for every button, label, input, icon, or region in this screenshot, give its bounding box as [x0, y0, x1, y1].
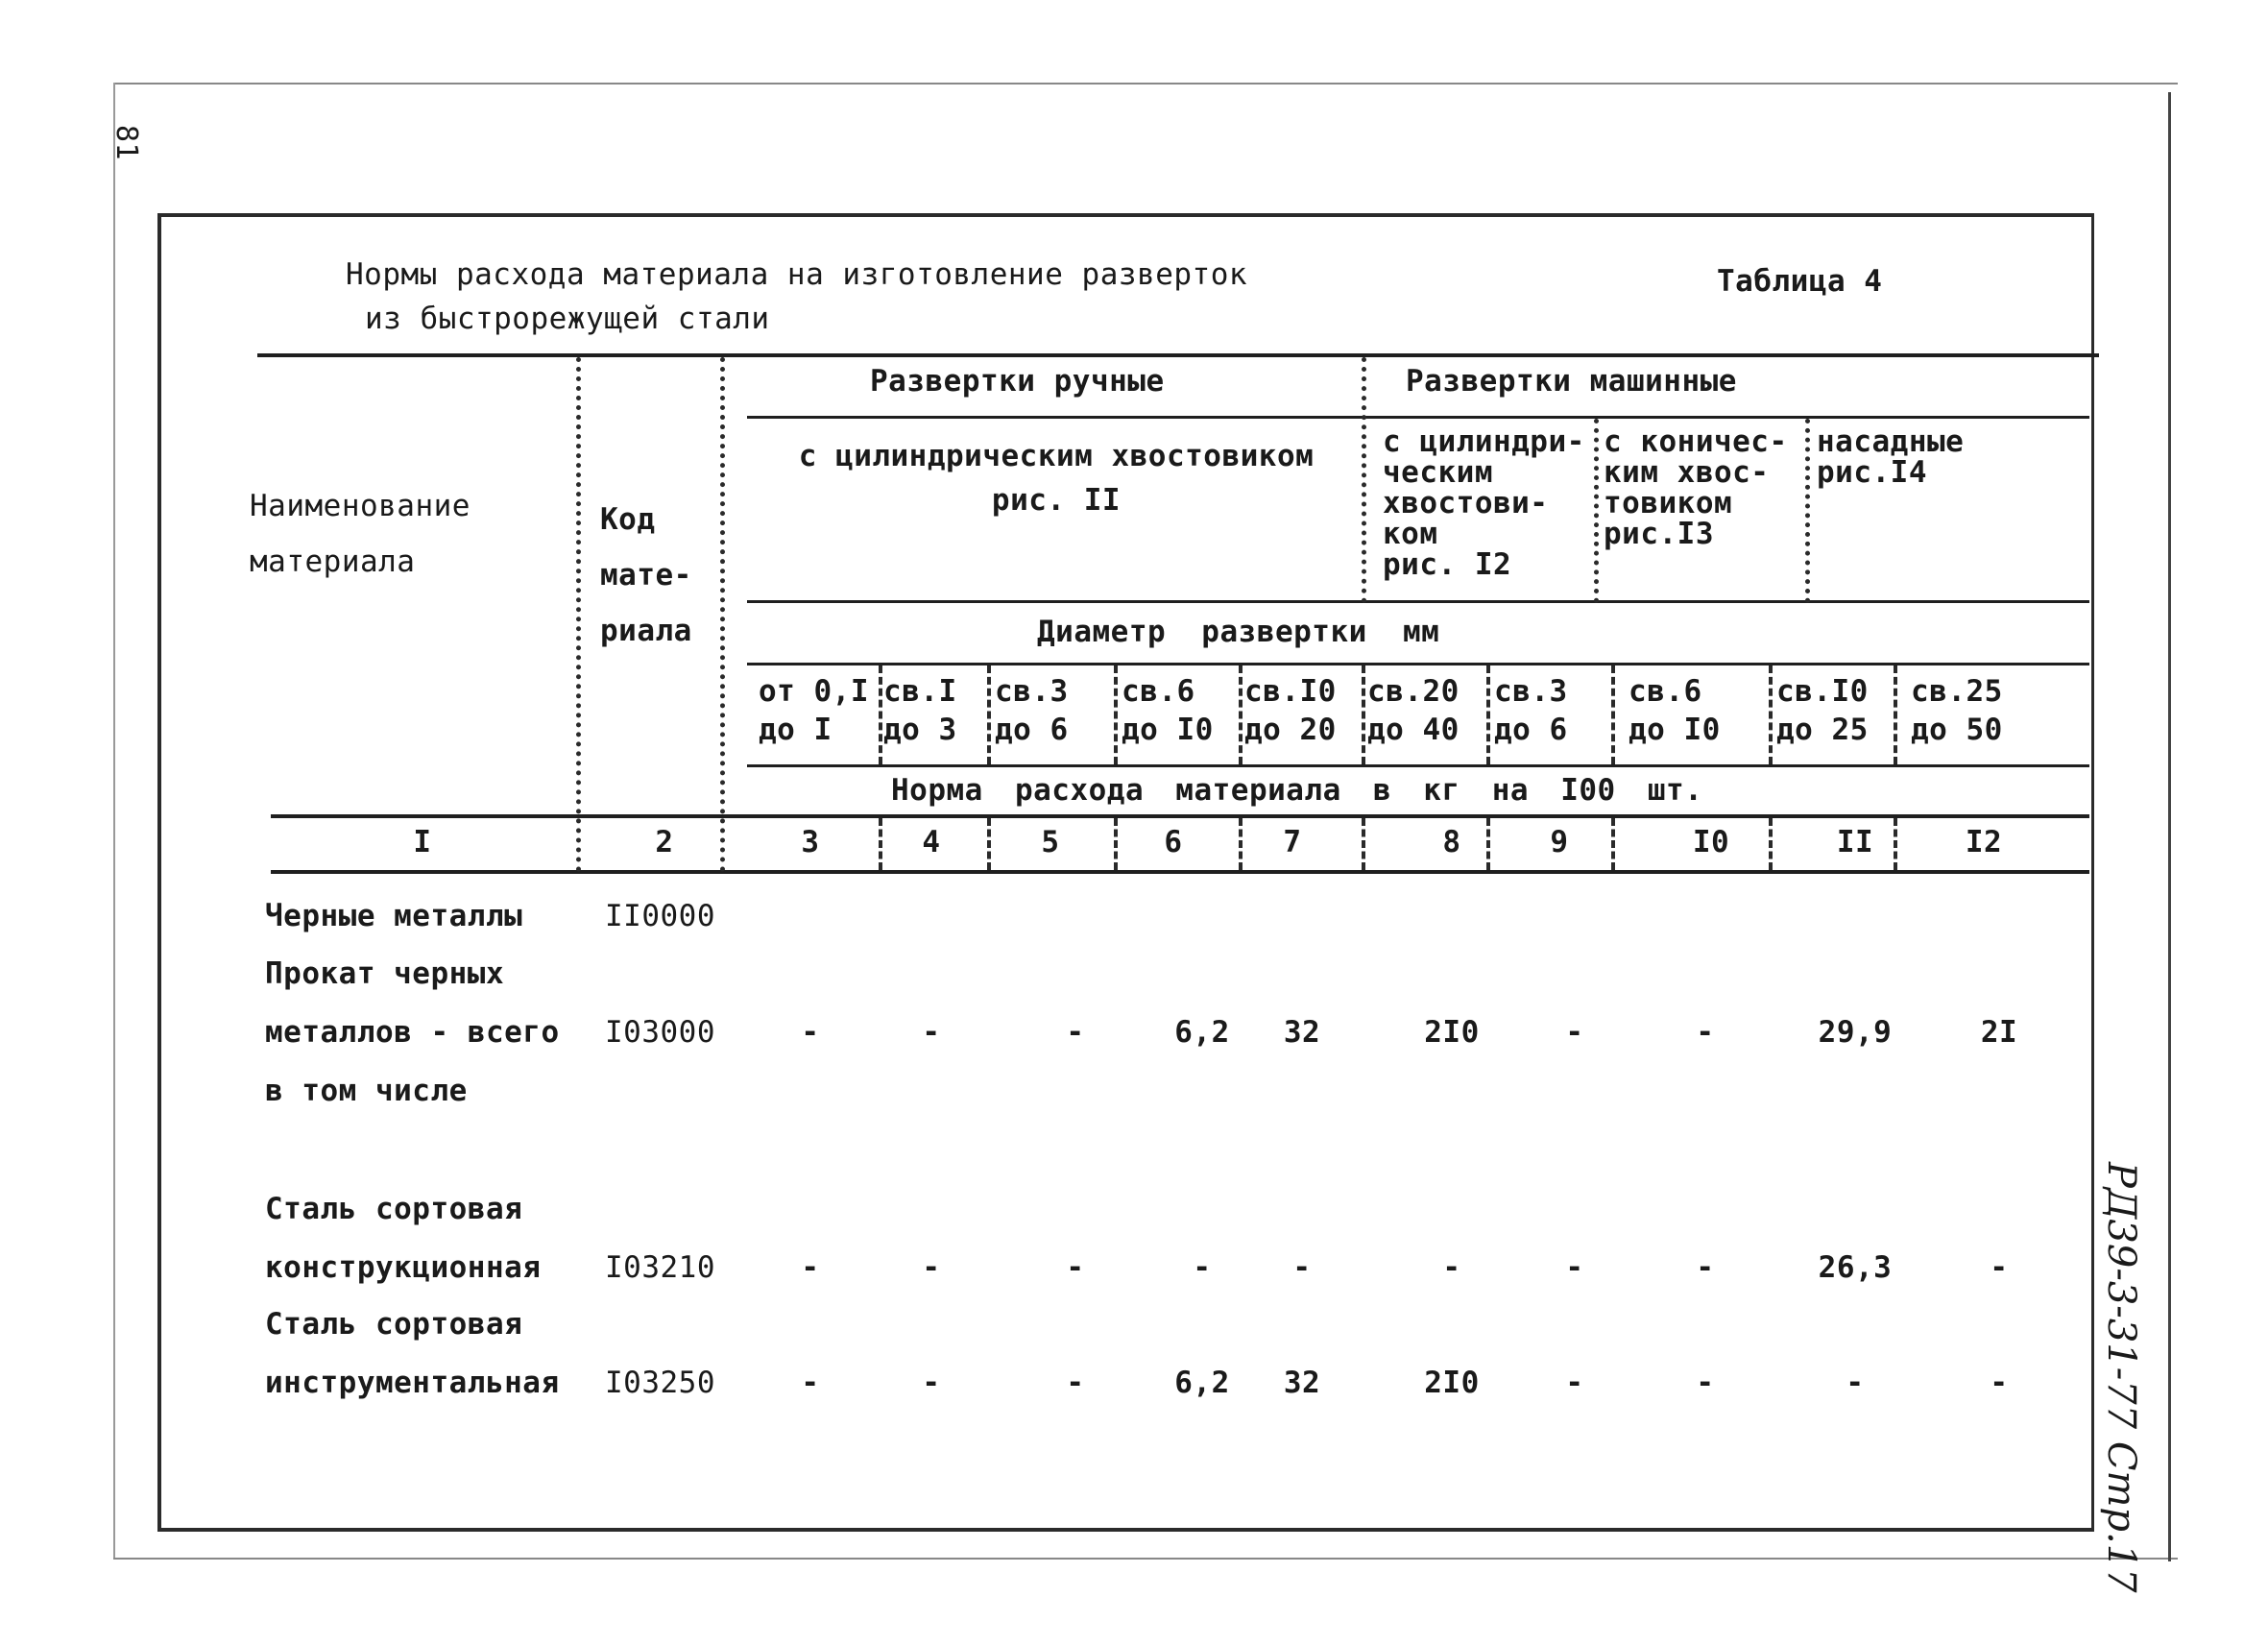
column-number: 9	[1550, 825, 1569, 859]
column-number: 8	[1442, 825, 1461, 859]
row-value: -	[1696, 1366, 1715, 1400]
row-name-line: инструментальная	[265, 1366, 560, 1400]
row-name-line: Сталь сортовая	[265, 1192, 523, 1226]
diameter-range	[1494, 672, 1568, 749]
sep-range-1	[879, 665, 882, 764]
row-value: -	[922, 1015, 941, 1050]
sep-colnum-5	[1114, 818, 1118, 870]
column-number: 2	[655, 825, 674, 859]
diameter-range	[1776, 672, 1869, 749]
header-bottom-rule	[271, 814, 2089, 818]
sep-colnum-4	[987, 818, 991, 870]
sep-range-4	[1239, 665, 1243, 764]
sep-name-code	[576, 357, 581, 872]
row-value: -	[1696, 1250, 1715, 1285]
row-value: -	[1565, 1366, 1584, 1400]
sep-colnum-9	[1611, 818, 1615, 870]
row-value: 29,9	[1818, 1015, 1893, 1050]
row-name-line: металлов - всего	[265, 1015, 560, 1050]
sep-colnum-7	[1362, 818, 1365, 870]
machine-sub3-line: насадные	[1817, 424, 1965, 459]
sep-colnum-10	[1769, 818, 1773, 870]
column-number: 7	[1283, 825, 1302, 859]
sep-machine-sub2	[1805, 419, 1810, 603]
row-value: -	[1193, 1250, 1212, 1285]
row-value: -	[1292, 1250, 1312, 1285]
row-value: -	[1066, 1015, 1085, 1050]
diameter-range-line: св.I0	[1244, 674, 1337, 709]
machine-sub2-line: ким хвос-	[1604, 455, 1770, 490]
sep-hand-machine	[1362, 357, 1366, 603]
row-value: -	[1066, 1250, 1085, 1285]
diameter-range-line: св.6	[1629, 674, 1702, 709]
diameter-range-line: до I0	[1122, 713, 1214, 747]
sep-range-9	[1894, 665, 1897, 764]
row-name-line: Черные металлы	[265, 899, 523, 933]
diameter-range	[1244, 672, 1337, 749]
machine-sub2-line: товиком	[1604, 486, 1733, 520]
header-machine-sub2	[1604, 426, 1788, 549]
row-value: 32	[1283, 1366, 1321, 1400]
table-title-line2: из быстрорежущей стали	[365, 302, 770, 336]
column-number: I0	[1692, 825, 1730, 859]
diameter-range-line: до 6	[995, 713, 1069, 747]
machine-sub1-line: рис. I2	[1383, 547, 1512, 582]
sep-range-3	[1114, 665, 1118, 764]
diameter-range	[1911, 672, 2003, 749]
column-number: 6	[1164, 825, 1183, 859]
diameter-range	[1122, 672, 1214, 749]
row-value: 6,2	[1174, 1015, 1230, 1050]
group-rule	[747, 416, 2089, 419]
row-value: 2I	[1980, 1015, 2018, 1050]
table-label: Таблица 4	[1717, 264, 1883, 299]
row-value: 32	[1283, 1015, 1321, 1050]
machine-sub1-line: ческим	[1383, 455, 1493, 490]
diameter-range-line: св.I0	[1776, 674, 1869, 709]
sep-range-5	[1362, 665, 1365, 764]
scan-bottom-edge	[113, 1558, 2178, 1560]
header-norm: Норма расхода материала в кг на I00 шт.	[891, 773, 1703, 808]
row-value: -	[1066, 1366, 1085, 1400]
row-code: II0000	[605, 899, 715, 933]
machine-sub1-line: с цилиндри-	[1383, 424, 1585, 459]
diameter-range	[995, 672, 1069, 749]
row-name-line: в том числе	[265, 1074, 468, 1108]
row-value: 2I0	[1424, 1015, 1480, 1050]
subgroup-rule	[747, 600, 2089, 603]
diameter-range-line: до I0	[1629, 713, 1721, 747]
row-value: -	[1442, 1250, 1461, 1285]
diameter-range-line: св.I	[883, 674, 957, 709]
diameter-range-line: св.20	[1367, 674, 1460, 709]
header-diameter: Диаметр развертки мм	[1037, 615, 1440, 649]
diameter-range-line: до 3	[883, 713, 957, 747]
machine-sub3-line: рис.I4	[1817, 455, 1927, 490]
row-value: -	[801, 1250, 820, 1285]
diameter-range-line: св.6	[1122, 674, 1195, 709]
row-code: I03000	[605, 1015, 715, 1050]
row-value: -	[1696, 1015, 1715, 1050]
row-value: -	[922, 1250, 941, 1285]
column-number: I2	[1965, 825, 2003, 859]
column-number: 5	[1041, 825, 1060, 859]
machine-sub2-line: с коничес-	[1604, 424, 1788, 459]
diameter-rule	[747, 663, 2089, 665]
header-machine-sub3	[1817, 426, 1964, 488]
row-value: 2I0	[1424, 1366, 1480, 1400]
sep-code-values	[720, 357, 725, 872]
header-machine-group: Развертки машинные	[1406, 364, 1737, 399]
header-hand-group: Развертки ручные	[870, 364, 1165, 399]
diameter-range-line: до I	[759, 713, 832, 747]
colnum-rule	[271, 870, 2089, 874]
machine-sub2-line: рис.I3	[1604, 517, 1714, 551]
header-hand-sub: с цилиндрическим хвостовиком рис. II	[798, 439, 1315, 518]
row-value: 6,2	[1174, 1366, 1230, 1400]
row-value: -	[922, 1366, 941, 1400]
row-value: -	[1565, 1250, 1584, 1285]
table-title-line1: Нормы расхода материала на изготовление разверток	[346, 257, 1248, 292]
diameter-range-line: св.3	[1494, 674, 1568, 709]
header-machine-sub1	[1383, 426, 1585, 580]
ranges-rule	[747, 764, 2089, 767]
row-name-line: Прокат черных	[265, 956, 505, 991]
diameter-range-line: от 0,I	[759, 674, 869, 709]
diameter-range-line: до 50	[1911, 713, 2003, 747]
diameter-range-line: до 25	[1776, 713, 1869, 747]
sep-range-6	[1486, 665, 1490, 764]
row-name-line: Сталь сортовая	[265, 1307, 523, 1342]
row-value: -	[1565, 1015, 1584, 1050]
header-name: Наименование материала	[250, 489, 470, 579]
row-code: I03210	[605, 1250, 715, 1285]
scan-top-edge	[113, 83, 2178, 85]
diameter-range-line: до 20	[1244, 713, 1337, 747]
column-number: II	[1836, 825, 1874, 859]
row-value: -	[801, 1015, 820, 1050]
machine-sub1-line: хвостови-	[1383, 486, 1549, 520]
row-value: -	[1990, 1366, 2009, 1400]
scan-right-edge	[2168, 92, 2171, 1561]
row-name-line: конструкционная	[265, 1250, 542, 1285]
side-stamp: РД39-3-31-77 Стр.17	[2099, 1162, 2143, 1593]
sep-range-2	[987, 665, 991, 764]
header-top-rule	[257, 353, 2099, 357]
sep-colnum-6	[1239, 818, 1243, 870]
machine-sub1-line: ком	[1383, 517, 1438, 551]
column-number: 4	[922, 825, 941, 859]
sep-colnum-11	[1894, 818, 1897, 870]
diameter-range	[1629, 672, 1721, 749]
diameter-range-line: до 40	[1367, 713, 1460, 747]
row-value: -	[1846, 1366, 1865, 1400]
row-code: I03250	[605, 1366, 715, 1400]
column-number: I	[413, 825, 432, 859]
header-code: Код мате- риала	[600, 502, 692, 648]
sep-machine-sub1	[1594, 419, 1599, 603]
diameter-range	[759, 672, 869, 749]
diameter-range-line: св.25	[1911, 674, 2003, 709]
diameter-range	[1367, 672, 1460, 749]
row-value: -	[801, 1366, 820, 1400]
margin-note: 81	[109, 125, 143, 161]
row-value: -	[1990, 1250, 2009, 1285]
diameter-range-line: до 6	[1494, 713, 1568, 747]
sep-range-7	[1611, 665, 1615, 764]
sep-colnum-3	[879, 818, 882, 870]
diameter-range-line: св.3	[995, 674, 1069, 709]
scan-left-edge	[113, 83, 115, 1558]
sep-range-8	[1769, 665, 1773, 764]
diameter-range	[883, 672, 957, 749]
row-value: 26,3	[1818, 1250, 1893, 1285]
column-number: 3	[801, 825, 820, 859]
